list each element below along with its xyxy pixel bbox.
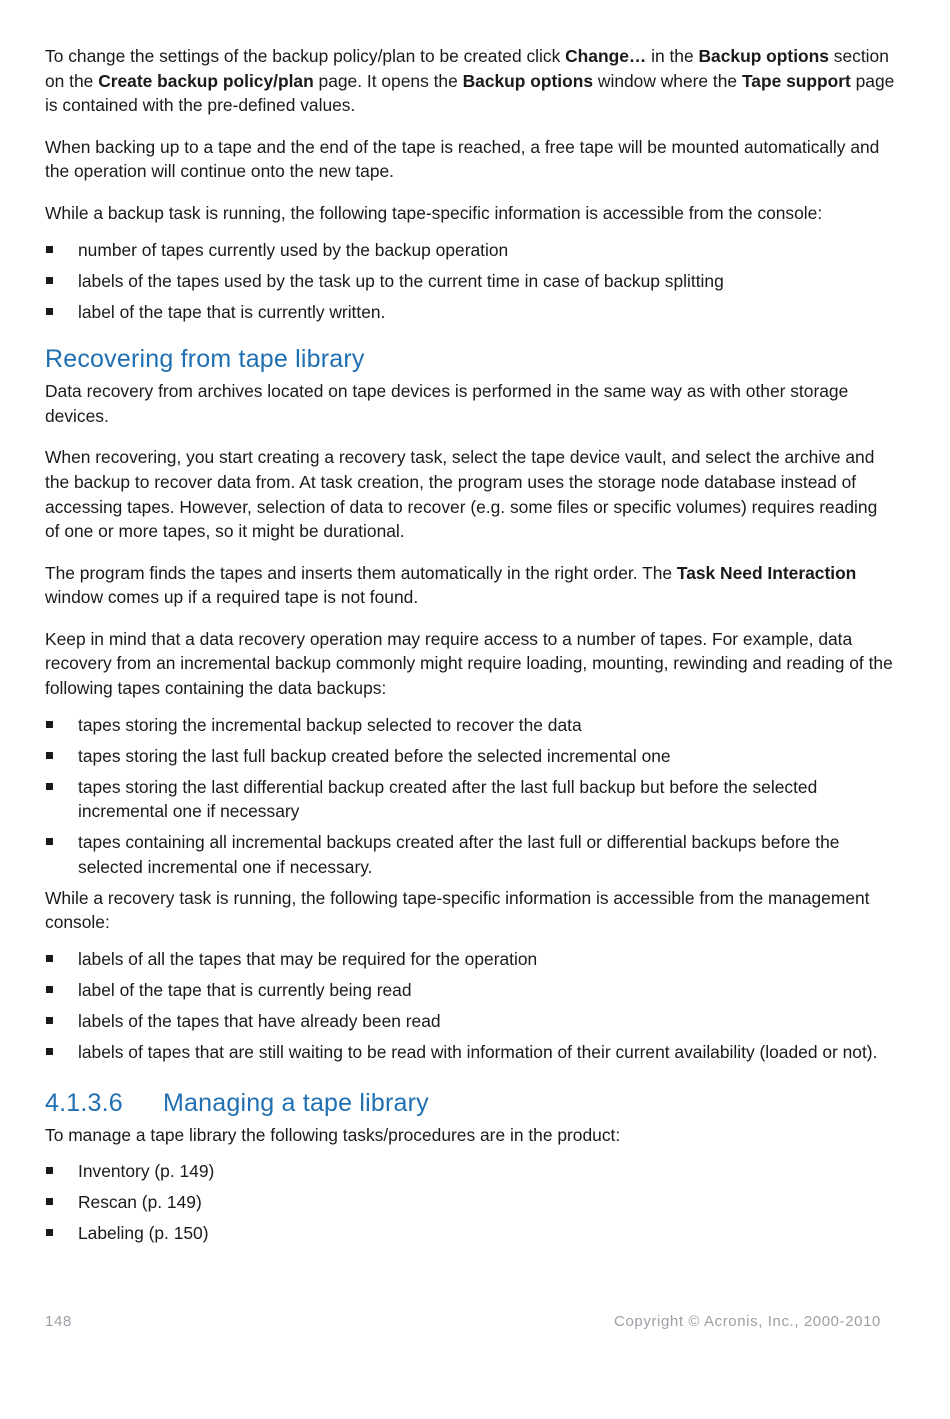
list-item: number of tapes currently used by the backup operation <box>45 238 895 263</box>
list-item-inventory[interactable]: Inventory (p. 149) <box>45 1159 895 1184</box>
bullet-icon <box>46 1048 53 1055</box>
intro-paragraph-backup-running: While a backup task is running, the following tape-specific information is accessible from the console: <box>45 202 823 223</box>
bullet-icon <box>46 986 53 993</box>
bullet-icon <box>46 783 53 790</box>
bullet-icon <box>46 1229 53 1236</box>
list-item: label of the tape that is currently being read <box>45 978 895 1003</box>
heading-managing-a-tape-library <box>45 1088 895 1118</box>
recovering-paragraph-2: When recovering, you start creating a recovery task, select the tape device vault, and select the archive and the backup to recover data from. At task creation, the program uses the storage node database instead of accessing tapes. However, selection of data to recover (e.g. some files or specific volumes) requires reading of one or more tapes, so it might be durational. <box>45 447 878 542</box>
list-item: tapes storing the incremental backup selected to recover the data <box>45 713 895 738</box>
tape-support-label: Tape support <box>741 70 851 91</box>
change-label: Change… <box>565 46 647 66</box>
create-backup-policy-label: Create backup policy/plan <box>98 70 314 91</box>
copyright-notice: Copyright © Acronis, Inc., 2000-2010 <box>614 1313 881 1330</box>
bullet-icon <box>46 246 53 253</box>
list-item-rescan[interactable]: Rescan (p. 149) <box>45 1190 895 1215</box>
backup-options-label: Backup options <box>698 46 829 66</box>
recovering-paragraph-4: Keep in mind that a data recovery operation may require access to a number of tapes. For example, data recovery from an incremental backup commonly might require loading, mounting, rewinding and reading of the following tapes containing the data backups: <box>45 628 893 699</box>
recovering-paragraph-3: The program finds the tapes and inserts them automatically in the right order. The Task Need Interaction window comes up if a required tape is not found. <box>45 562 857 608</box>
list-item: tapes storing the last differential backup created after the last full backup but before the selected incremental one if necessary <box>45 775 895 824</box>
section-number: 4.1.3.6 <box>45 1088 123 1117</box>
list-item: labels of the tapes used by the task up to the current time in case of backup splitting <box>45 269 895 294</box>
section-title: Managing a tape library <box>163 1088 429 1117</box>
bullet-icon <box>46 308 53 315</box>
intro-paragraph-end-of-tape: When backing up to a tape and the end of the tape is reached, a free tape will be mounted automatically and the operation will continue onto the new tape. <box>45 136 880 182</box>
intro-paragraph-backup-options: To change the settings of the backup policy/plan to be created click Change… in the Backup options section on the Create backup policy/plan page. It opens the Backup options window where the Tape support page is contained with the pre-defined values. <box>45 46 895 116</box>
list-item: label of the tape that is currently written. <box>45 300 895 325</box>
document-page <box>45 44 895 1253</box>
list-item: tapes containing all incremental backups created after the last full or differential backups before the selected incremental one if necessary. <box>45 830 895 879</box>
tapes-required-list <box>45 713 895 880</box>
backup-options-window-label: Backup options <box>462 70 594 91</box>
list-item-labeling[interactable]: Labeling (p. 150) <box>45 1221 895 1246</box>
bullet-icon <box>46 838 53 845</box>
backup-info-list <box>45 238 895 325</box>
recovering-paragraph-1: Data recovery from archives located on tape devices is performed in the same way as with other storage devices. <box>45 381 849 426</box>
list-item: tapes storing the last full backup created before the selected incremental one <box>45 744 895 769</box>
task-need-interaction-label: Task Need Interaction <box>676 562 857 583</box>
bullet-icon <box>46 1167 53 1174</box>
bullet-icon <box>46 721 53 728</box>
recovery-info-list <box>45 947 895 1065</box>
managing-paragraph: To manage a tape library the following tasks/procedures are in the product: <box>45 1124 621 1145</box>
bullet-icon <box>46 955 53 962</box>
bullet-icon <box>46 1017 53 1024</box>
list-item: labels of all the tapes that may be required for the operation <box>45 947 895 972</box>
list-item: labels of the tapes that have already been read <box>45 1009 895 1034</box>
bullet-icon <box>46 277 53 284</box>
tape-library-tasks-list <box>45 1159 895 1246</box>
list-item: labels of tapes that are still waiting to be read with information of their current availability (loaded or not). <box>45 1040 895 1065</box>
bullet-icon <box>46 752 53 759</box>
bullet-icon <box>46 1198 53 1205</box>
page-number: 148 <box>45 1313 72 1330</box>
heading-recovering-from-tape-library: Recovering from tape library <box>45 345 365 374</box>
recovering-paragraph-5: While a recovery task is running, the following tape-specific information is accessible from the management console: <box>45 887 870 933</box>
